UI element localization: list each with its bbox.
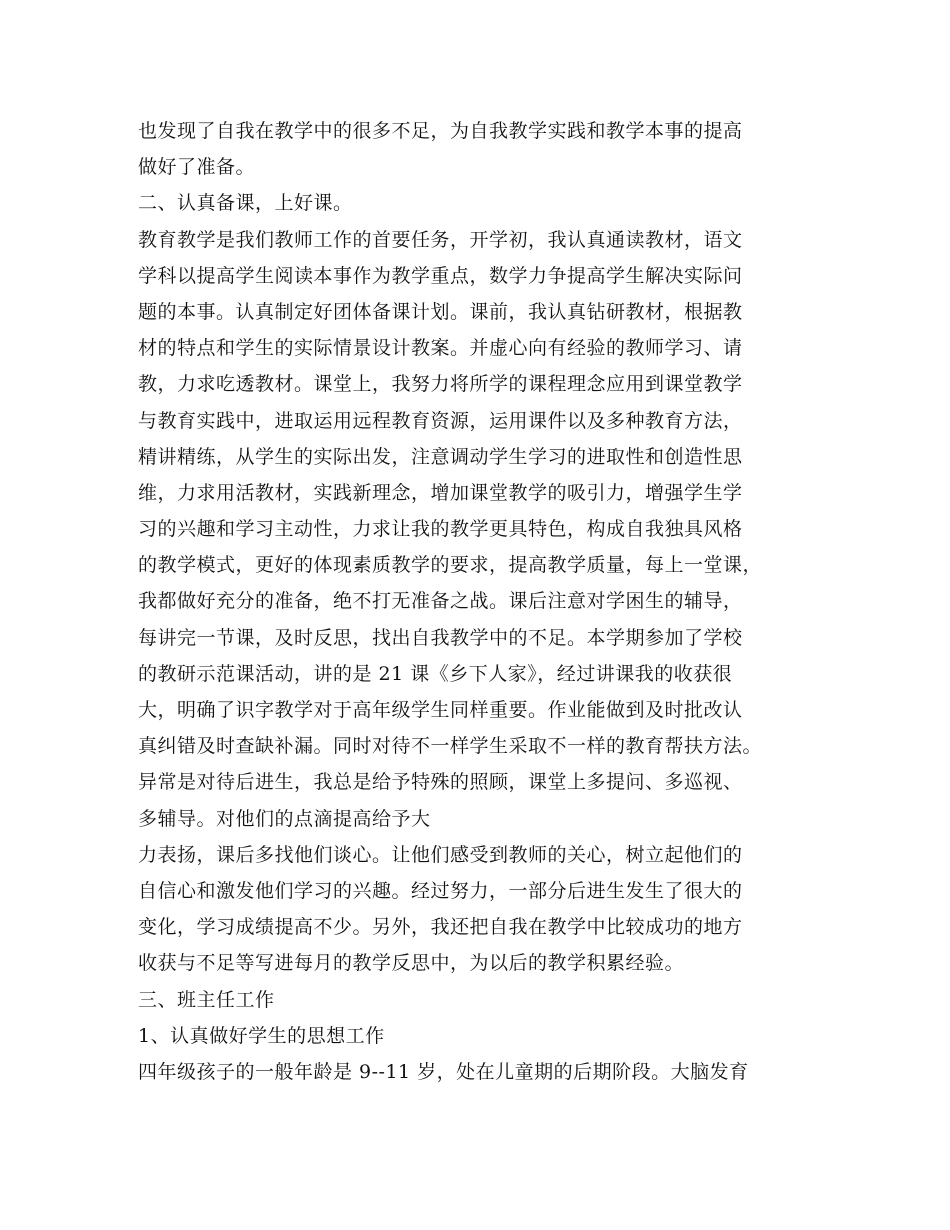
text-line: 收获与不足等写进每月的教学反思中，为以后的教学积累经验。: [138, 952, 685, 975]
text-line: 与教育实践中，进取运用远程教育资源，运用课件以及多种教育方法，: [138, 409, 743, 432]
text-line: 大，明确了识字教学对于高年级学生同样重要。作业能做到及时批改认: [138, 699, 743, 721]
text-line: 变化，学习成绩提高不少。另外，我还把自我在教学中比较成功的地方: [138, 916, 743, 939]
text-line: 题的本事。认真制定好团体备课计划。课前，我认真钻研教材，根据教: [138, 300, 743, 323]
text-line: 四年级孩子的一般年龄是 9--11 岁，处在儿童期的后期阶段。大脑发育: [138, 1060, 749, 1083]
document-body: [138, 113, 828, 1090]
text-line: 的教研示范课活动，讲的是 21 课《乡下人家》，经过讲课我的收获很: [138, 662, 733, 685]
text-line: 也发现了自我在教学中的很多不足，为自我教学实践和教学本事的提高: [138, 120, 743, 142]
text-line: 教，力求吃透教材。课堂上，我努力将所学的课程理念应用到课堂教学: [138, 373, 743, 396]
text-line: 力表扬，课后多找他们谈心。让他们感受到教师的关心，树立起他们的: [138, 843, 743, 866]
text-line: 我都做好充分的准备，绝不打无准备之战。课后注意对学困生的辅导，: [138, 590, 743, 613]
text-line: 教育教学是我们教师工作的首要任务，开学初，我认真通读教材，语文: [138, 228, 743, 251]
text-line: 自信心和激发他们学习的兴趣。经过努力，一部分后进生发生了很大的: [138, 879, 743, 902]
text-line: 精讲精练，从学生的实际出发，注意调动学生学习的进取性和创造性思: [138, 445, 743, 468]
text-line: 多辅导。对他们的点滴提高给予大: [138, 807, 431, 830]
text-line: 习的兴趣和学习主动性，力求让我的教学更具特色，构成自我独具风格: [138, 518, 743, 541]
section-heading: 二、认真备课，上好课。: [138, 192, 353, 215]
text-line: 的教学模式，更好的体现素质教学的要求，提高教学质量，每上一堂课，: [138, 554, 763, 577]
subsection-heading: 1、认真做好学生的思想工作: [138, 1024, 385, 1047]
section-heading: 三、班主任工作: [138, 988, 275, 1011]
text-line: 做好了准备。: [138, 156, 256, 179]
text-line: 维，力求用活教材，实践新理念，增加课堂教学的吸引力，增强学生学: [138, 481, 743, 504]
text-line: 学科以提高学生阅读本事作为教学重点，数学力争提高学生解决实际问: [138, 264, 743, 287]
text-line: 真纠错及时查缺补漏。同时对待不一样学生采取不一样的教育帮扶方法。: [138, 735, 763, 758]
text-line: 每讲完一节课，及时反思，找出自我教学中的不足。本学期参加了学校: [138, 626, 743, 649]
text-line: 异常是对待后进生，我总是给予特殊的照顾，课堂上多提问、多巡视、: [138, 771, 743, 794]
text-line: 材的特点和学生的实际情景设计教案。并虚心向有经验的教师学习、请: [138, 337, 743, 360]
